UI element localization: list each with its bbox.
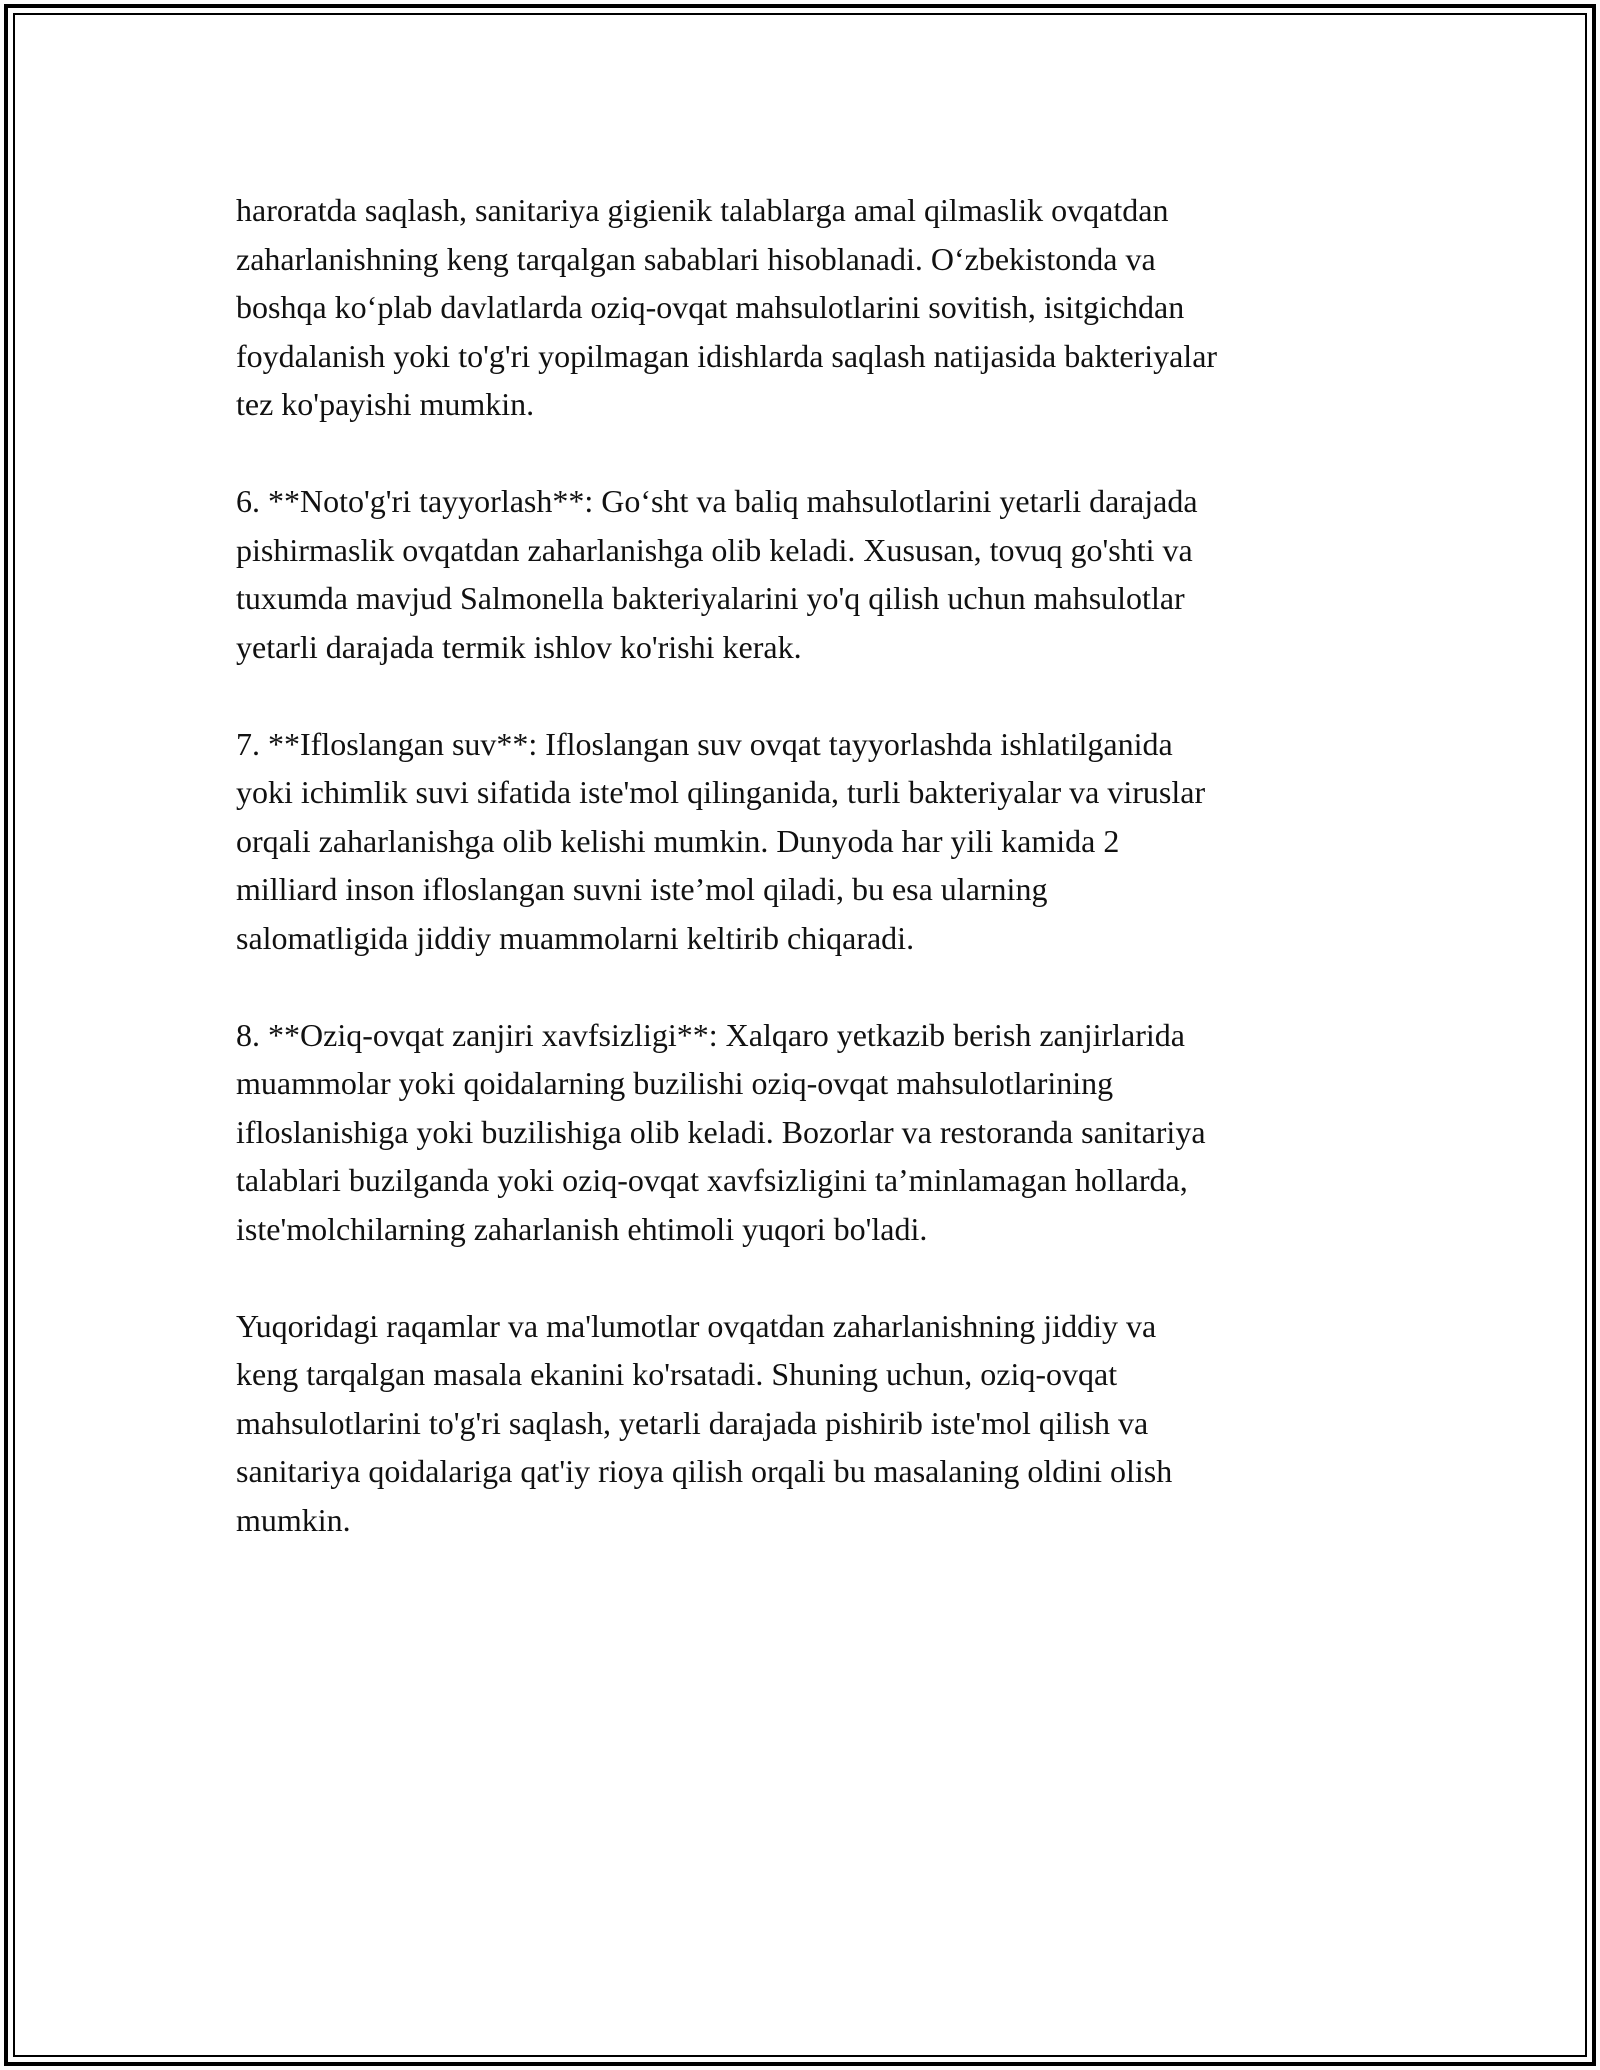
text-line: foydalanish yoki to'g'ri yopilmagan idishlarda saqlash natijasida bakteriyalar: [236, 337, 1218, 374]
text-line: keng tarqalgan masala ekanini ko'rsatadi. Shuning uchun, oziq-ovqat: [236, 1356, 1118, 1392]
text-line: 7. **Ifloslangan suv**: Ifloslangan suv ovqat tayyorlashda ishlatilganida: [236, 725, 1173, 762]
text-line: milliard inson ifloslangan suvni iste’mol qiladi, bu esa ularning: [236, 871, 1048, 907]
text-line: tez ko'payishi mumkin.: [236, 386, 535, 422]
text-line: muammolar yoki qoidalarning buzilishi oziq-ovqat mahsulotlarining: [236, 1065, 1114, 1101]
text-line: sanitariya qoidalariga qat'iy rioya qilish orqali bu masalaning oldini olish: [236, 1453, 1173, 1489]
text-line: tuxumda mavjud Salmonella bakteriyalarini yo'q qilish uchun mahsulotlar: [236, 580, 1185, 616]
text-line: Yuqoridagi raqamlar va ma'lumotlar ovqatdan zaharlanishning jiddiy va: [236, 1307, 1157, 1344]
text-line: mahsulotlarini to'g'ri saqlash, yetarli darajada pishirib iste'mol qilish va: [236, 1404, 1149, 1441]
text-line: ifloslanishiga yoki buzilishiga olib keladi. Bozorlar va restoranda sanitariya: [236, 1113, 1206, 1150]
paragraph-item-6: [236, 477, 1386, 671]
text-line: salomatligida jiddiy muammolarni keltirib chiqaradi.: [236, 919, 915, 956]
text-line: orqali zaharlanishga olib kelishi mumkin. Dunyoda har yili kamida 2: [236, 822, 1120, 859]
text-line: boshqa ko‘plab davlatlarda oziq-ovqat mahsulotlarini sovitish, isitgichdan: [236, 289, 1185, 325]
text-line: yetarli darajada termik ishlov ko'rishi kerak.: [236, 628, 802, 665]
text-line: haroratda saqlash, sanitariya gigienik talablarga amal qilmaslik ovqatdan: [236, 192, 1169, 228]
text-line: pishirmaslik ovqatdan zaharlanishga olib keladi. Xususan, tovuq go'shti va: [236, 531, 1193, 568]
text-line: 6. **Noto'g'ri tayyorlash**: Go‘sht va baliq mahsulotlarini yetarli darajada: [236, 483, 1198, 519]
text-line: talablari buzilganda yoki oziq-ovqat xavfsizligini ta’minlamagan hollarda,: [236, 1162, 1188, 1198]
text-line: yoki ichimlik suvi sifatida iste'mol qilinganida, turli bakteriyalar va viruslar: [236, 774, 1206, 810]
text-line: iste'molchilarning zaharlanish ehtimoli yuqori bo'ladi.: [236, 1210, 928, 1247]
paragraph-item-7: [236, 720, 1386, 963]
paragraph-conclusion: [236, 1302, 1386, 1545]
text-line: zaharlanishning keng tarqalgan sabablari hisoblanadi. O‘zbekistonda va: [236, 240, 1156, 277]
text-line: 8. **Oziq-ovqat zanjiri xavfsizligi**: Xalqaro yetkazib berish zanjirlarida: [236, 1016, 1185, 1053]
paragraph-continuation: [236, 186, 1386, 429]
text-line: mumkin.: [236, 1501, 351, 1538]
paragraph-item-8: [236, 1011, 1386, 1254]
document-body: [236, 186, 1386, 1593]
